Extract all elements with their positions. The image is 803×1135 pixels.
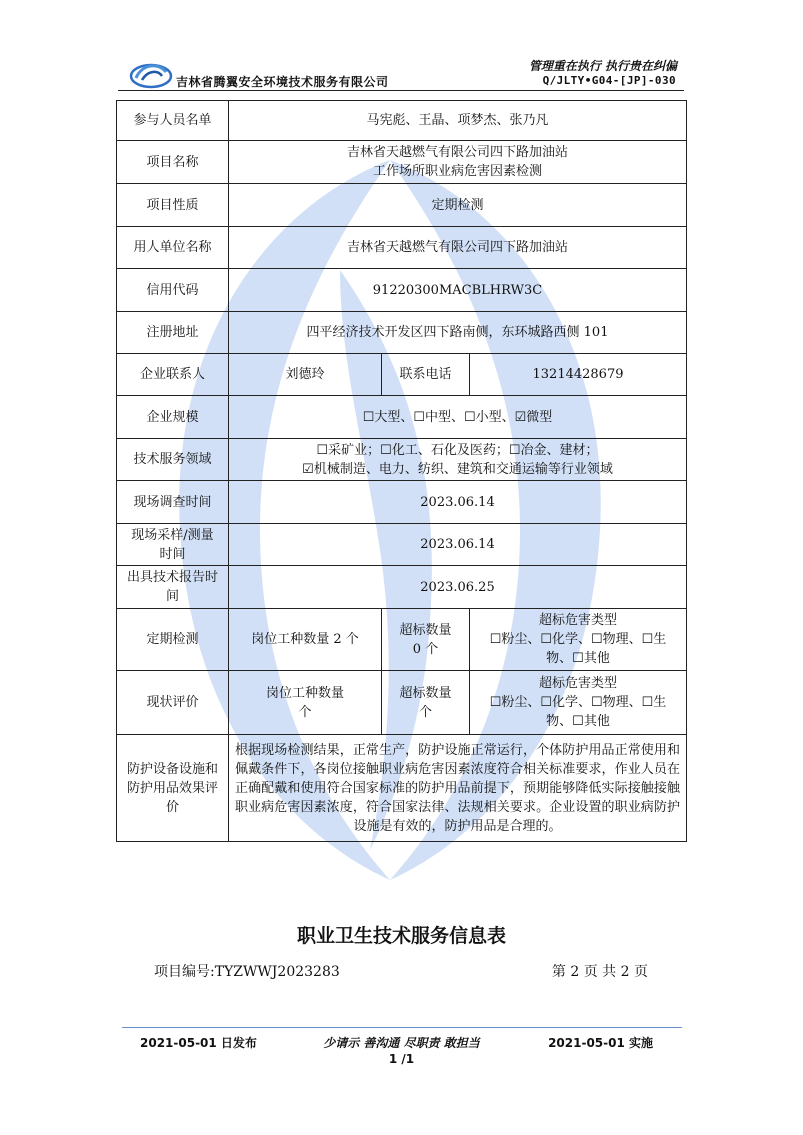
table-row [117, 227, 687, 269]
project-nature-value: 定期检测 [229, 184, 687, 227]
issue-date: 2021-05-01 日发布 [140, 1036, 257, 1050]
periodic-type-line3: 物、☐其他 [546, 651, 610, 666]
credit-code-label: 信用代码 [117, 269, 229, 312]
sampling-time-label [117, 524, 229, 566]
table-row [117, 566, 687, 609]
service-field-value [229, 439, 687, 481]
periodic-exceed-line2: 0 个 [412, 641, 439, 657]
table-row [117, 396, 687, 439]
document-code: Q/JLTY•G04-[JP]-030 [542, 74, 676, 87]
participants-value: 马宪彪、王晶、项梦杰、张乃凡 [229, 101, 687, 141]
table-row [117, 439, 687, 481]
company-logo [128, 58, 174, 90]
service-field-label: 技术服务领域 [117, 439, 229, 481]
table-row [117, 141, 687, 184]
sampling-time-label-line1: 现场采样/测量 [131, 527, 214, 543]
table-row [117, 312, 687, 354]
report-time-label [117, 566, 229, 609]
project-name-line2: 工作场所职业病危害因素检测 [372, 164, 542, 179]
info-table [116, 100, 687, 842]
status-eval-posts [229, 671, 382, 735]
participants-label: 参与人员名单 [117, 101, 229, 141]
protection-evaluation-text: 根据现场检测结果，正常生产，防护设施正常运行，个体防护用品正常使用和佩戴条件下，各岗位接触职业病危害因素浓度符合相关标准要求，作业人员在正确配戴和使用符合国家标准的防护用品前提下，预期能够降低实际接触接触职业病危害因素浓度，符合国家法律、法规相关要求。企业设置的职业病防护设施是有效的，防护用品是合理的。 [229, 735, 687, 842]
implementation-date: 2021-05-01 实施 [548, 1036, 653, 1050]
table-row [117, 354, 687, 396]
table-row [117, 609, 687, 671]
table-row [117, 524, 687, 566]
status-type-line3: 物、☐其他 [546, 714, 610, 729]
header-rule [118, 90, 684, 91]
periodic-label: 定期检测 [117, 609, 229, 671]
address-label: 注册地址 [117, 312, 229, 354]
scale-label: 企业规模 [117, 396, 229, 439]
report-time-label-line1: 出具技术报告时 [126, 570, 218, 585]
protection-label-line1: 防护设备设施和 [126, 761, 218, 777]
survey-time-value: 2023.06.14 [229, 481, 687, 524]
survey-time-label: 现场调查时间 [117, 481, 229, 524]
report-time-value: 2023.06.25 [229, 566, 687, 609]
periodic-hazard-type [470, 609, 687, 671]
table-row [117, 101, 687, 141]
status-eval-exceed [382, 671, 470, 735]
project-name-label: 项目名称 [117, 141, 229, 184]
status-exceed-line1: 超标数量 [399, 685, 452, 701]
status-posts-line2: 个 [298, 704, 312, 720]
project-number: 项目编号:TYZWWJ2023283 [154, 964, 340, 980]
page-number: 1 /1 [388, 1052, 415, 1066]
table-row [117, 184, 687, 227]
table-row [117, 735, 687, 842]
service-field-line2: ☑机械制造、电力、纺织、建筑和交通运输等行业领域 [302, 461, 613, 477]
header-motto: 管理重在执行 执行贵在纠偏 [528, 59, 677, 73]
employer-label: 用人单位名称 [117, 227, 229, 269]
status-exceed-line2: 个 [418, 704, 432, 720]
project-name-value [229, 141, 687, 184]
address-value: 四平经济技术开发区四下路南侧，东环城路西侧 101 [229, 312, 687, 354]
employer-value: 吉林省天越燃气有限公司四下路加油站 [229, 227, 687, 269]
page-info: 第 2 页 共 2 页 [551, 964, 648, 980]
phone-value: 13214428679 [470, 354, 687, 396]
periodic-exceed [382, 609, 470, 671]
periodic-type-line2: ☐粉尘、☐化学、☐物理、☐生 [489, 632, 667, 647]
credit-code-value: 91220300MACBLHRW3C [229, 269, 687, 312]
contact-name: 刘德玲 [229, 354, 382, 396]
table-row [117, 481, 687, 524]
periodic-type-line1: 超标危害类型 [538, 613, 617, 628]
table-row [117, 269, 687, 312]
scale-value: ☐大型、☐中型、☐小型、☑微型 [229, 396, 687, 439]
project-nature-label: 项目性质 [117, 184, 229, 227]
status-eval-hazard-type [470, 671, 687, 735]
page-title: 职业卫生技术服务信息表 [296, 925, 506, 947]
contact-label: 企业联系人 [117, 354, 229, 396]
report-time-label-line2: 间 [165, 589, 179, 604]
periodic-exceed-line1: 超标数量 [399, 622, 452, 638]
protection-label [117, 735, 229, 842]
status-type-line2: ☐粉尘、☐化学、☐物理、☐生 [489, 695, 667, 710]
protection-label-line2: 防护用品效果评 [126, 780, 218, 796]
footer-motto: 少请示 善沟通 尽职责 敢担当 [323, 1036, 480, 1050]
sampling-time-label-line2: 时间 [159, 546, 186, 562]
footer-rule [122, 1027, 682, 1028]
protection-label-line3: 价 [165, 799, 179, 815]
sampling-time-value: 2023.06.14 [229, 524, 687, 566]
service-field-line1: ☐采矿业；☐化工、石化及医药；☐冶金、建材； [316, 442, 599, 458]
periodic-posts: 岗位工种数量 2 个 [229, 609, 382, 671]
table-row [117, 671, 687, 735]
phone-label: 联系电话 [382, 354, 470, 396]
status-eval-label: 现状评价 [117, 671, 229, 735]
status-type-line1: 超标危害类型 [538, 676, 617, 691]
status-posts-line1: 岗位工种数量 [265, 685, 344, 701]
project-name-line1: 吉林省天越燃气有限公司四下路加油站 [346, 145, 568, 160]
company-name: 吉林省腾翼安全环境技术服务有限公司 [176, 75, 389, 89]
